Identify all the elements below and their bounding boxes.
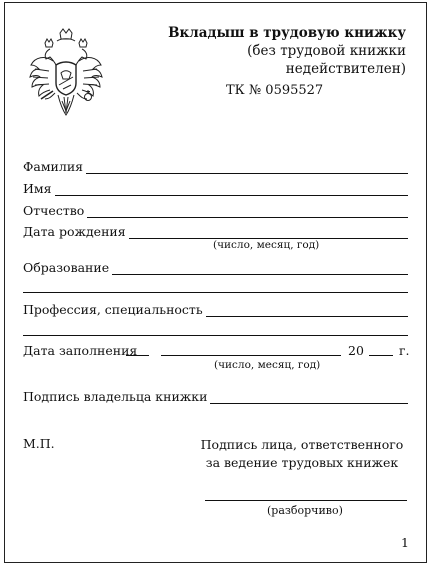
- profession-extra-line[interactable]: [23, 335, 408, 336]
- year-suffix: г.: [399, 343, 410, 358]
- responsible-signature-caption: [187, 436, 417, 472]
- education-extra-line[interactable]: [23, 292, 408, 293]
- owner-signature-label: Подпись владельца книжки: [23, 389, 208, 404]
- profession-field[interactable]: [206, 303, 408, 317]
- responsible-line-2: за ведение трудовых книжек: [205, 455, 399, 470]
- surname-field[interactable]: [86, 160, 408, 174]
- document-title: [168, 24, 406, 78]
- decipher-hint: (разборчиво): [267, 504, 343, 517]
- serial-number: ТК № 0595527: [226, 83, 324, 98]
- fill-date-hint: (число, месяц, год): [214, 359, 321, 371]
- birth-date-row: [23, 223, 408, 239]
- profession-row: [23, 301, 408, 317]
- document-page: [4, 2, 427, 563]
- fill-month-field[interactable]: [161, 355, 341, 356]
- fill-date-label: Дата заполнения: [23, 343, 138, 358]
- surname-label: Фамилия: [23, 159, 84, 174]
- birth-date-hint: (число, месяц, год): [213, 239, 320, 251]
- page-number: 1: [401, 535, 409, 550]
- education-label: Образование: [23, 260, 110, 275]
- owner-signature-field[interactable]: [210, 390, 408, 404]
- patronymic-field[interactable]: [87, 204, 408, 218]
- responsible-line-1: Подпись лица, ответственного: [200, 437, 404, 452]
- russian-double-headed-eagle-icon: [27, 27, 105, 133]
- name-label: Имя: [23, 181, 52, 196]
- patronymic-label: Отчество: [23, 203, 85, 218]
- education-row: [23, 259, 408, 275]
- surname-row: [23, 158, 408, 174]
- patronymic-row: [23, 202, 408, 218]
- responsible-signature-field[interactable]: [205, 500, 407, 501]
- education-field[interactable]: [112, 261, 408, 275]
- title-line-1: Вкладыш в трудовую книжку: [168, 25, 406, 41]
- owner-signature-row: [23, 388, 408, 404]
- name-field[interactable]: [55, 182, 408, 196]
- stamp-label: М.П.: [23, 436, 55, 451]
- title-line-3: недействителен): [285, 61, 406, 77]
- title-line-2: (без трудовой книжки: [247, 43, 406, 59]
- profession-label: Профессия, специальность: [23, 302, 203, 317]
- year-prefix: 20: [348, 343, 364, 358]
- fill-day-field[interactable]: [126, 355, 149, 356]
- birth-date-field[interactable]: [129, 225, 408, 239]
- name-row: [23, 180, 408, 196]
- fill-year-field[interactable]: [369, 355, 393, 356]
- birth-date-label: Дата рождения: [23, 224, 126, 239]
